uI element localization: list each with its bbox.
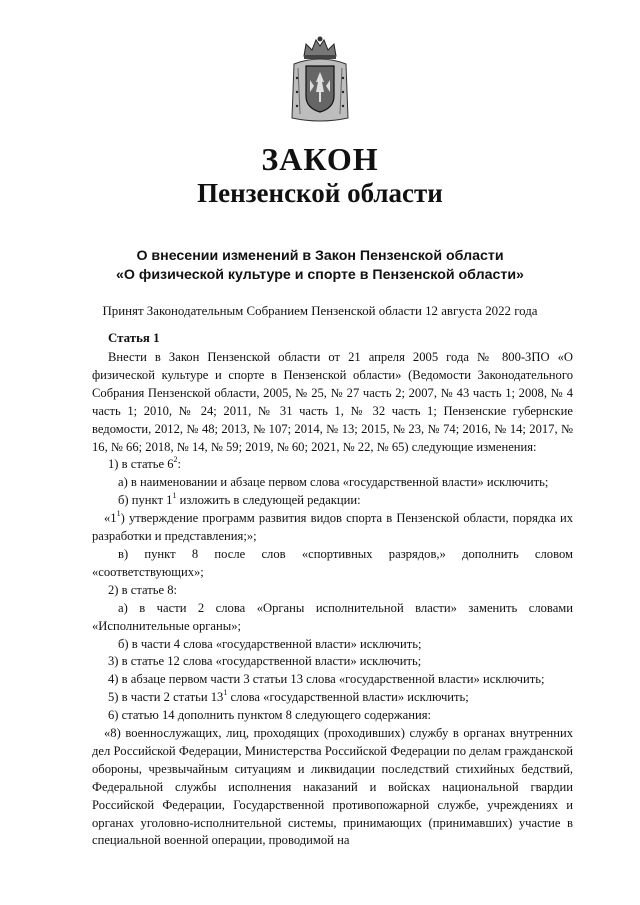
item-2: 2) в статье 8: (108, 582, 178, 597)
adoption-note: Принят Законодательным Собранием Пензенской области 12 августа 2022 года (102, 304, 538, 318)
item-2-b: б) в части 4 слова «государственной власти» исключить; (118, 636, 422, 651)
item-1-b (92, 492, 573, 510)
heading-line-2: «О физической культуре и спорте в Пензенской области» (116, 267, 524, 283)
item-1-b-sup: 1 (172, 491, 177, 501)
region-title: Пензенской области (197, 178, 443, 208)
article-body (92, 349, 573, 850)
item-1-a: а) в наименовании и абзаце первом слова «государственной власти» исключить; (118, 475, 549, 490)
law-title: ЗАКОН (261, 141, 379, 177)
item-1-b-text: б) пункт 1 (118, 493, 173, 508)
item-5 (92, 689, 573, 707)
item-1-sup: 2 (173, 455, 178, 465)
item-1-c: в) пункт 8 после слов «спортивных разрядов,» дополнить словом «соответствующих»; (92, 546, 573, 579)
item-6: 6) статью 14 дополнить пунктом 8 следующего содержания: (108, 708, 431, 723)
item-5-end: слова «государственной власти» исключить; (227, 690, 469, 705)
item-5-sup: 1 (223, 688, 228, 698)
item-1 (92, 456, 573, 474)
quote-1-sup: 1 (116, 509, 121, 519)
item-3: 3) в статье 12 слова «государственной власти» исключить; (108, 654, 422, 669)
item-1-end: : (177, 457, 182, 472)
quote-1 (92, 510, 573, 546)
item-1-text: 1) в статье 6 (108, 457, 174, 472)
article-heading: Статья 1 (108, 331, 160, 345)
item-4: 4) в абзаце первом части 3 статьи 13 слова «государственной власти» исключить; (108, 672, 545, 687)
coat-of-arms-icon (288, 34, 352, 122)
quote-1-start: «1 (104, 511, 117, 526)
intro-paragraph: Внести в Закон Пензенской области от 21 апреля 2005 года № 800-ЗПО «О физической культуре и спорте в Пензенской области» (Ведомости Законодательного Собрания Пензенской области, 2005, № 25, № 27 часть 2; 2007, № 43 часть 1; 2008, № 4 часть 1; 2010, № 24; 2011, № 31 часть 1, № 32 часть 1; Пензенские губернские ведомости, 2012, № 48; 2013, № 107; 2014, № 13; 2015, № 23, № 74; 2016, № 14; 2017, № 16, № 66; 2018, № 14, № 59; 2019, № 60; 2021, № 22, № 65) следующие изменения: (92, 350, 573, 454)
law-heading (0, 247, 640, 285)
item-2-a: а) в части 2 слова «Органы исполнительной власти» заменить словами «Исполнительные органы»; (92, 600, 573, 633)
heading-line-1: О внесении изменений в Закон Пензенской области (136, 248, 504, 264)
quote-1-text: ) утверждение программ развития видов спорта в Пензенской области, порядка их разработки и представления;»; (92, 511, 573, 544)
item-1-b-end: изложить в следующей редакции: (176, 493, 361, 508)
item-5-text: 5) в части 2 статьи 13 (108, 690, 224, 705)
quote-2: «8) военнослужащих, лиц, проходящих (проходивших) службу в органах внутренних дел Российской Федерации, Министерства Российской Федерации по делам гражданской обороны, чрезвычайным ситуациям и ликвидации последствий стихийных бедствий, Федеральной службы исполнения наказаний и войсках национальной гвардии Российской Федерации, Государственной противопожарной службе, учреждениях и органах уголовно-исполнительной системы, принимающих (принимавших) участие в специальной военной операции, проводимой на (92, 726, 573, 848)
